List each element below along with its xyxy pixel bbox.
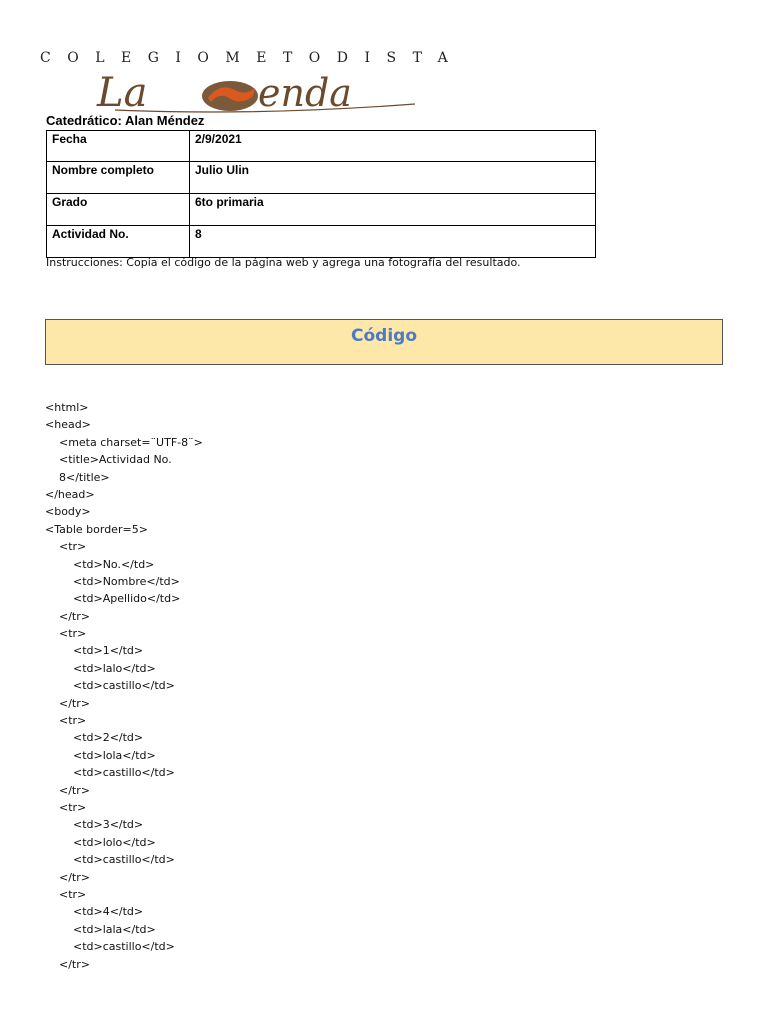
code-line: <tr> bbox=[45, 627, 87, 641]
info-row bbox=[47, 131, 596, 162]
info-row bbox=[47, 162, 596, 194]
instructions-text: Instrucciones: Copia el código de la página web y agrega una fotografía del resultado. bbox=[46, 256, 521, 269]
svg-text:enda: enda bbox=[258, 71, 352, 114]
info-row bbox=[47, 194, 596, 226]
code-line: <Table border=5> bbox=[45, 522, 148, 536]
info-value: 8 bbox=[190, 226, 596, 258]
code-line: <td>castillo</td> bbox=[45, 853, 175, 867]
info-value: Julio Ulin bbox=[190, 162, 596, 194]
code-line: <td>4</td> bbox=[45, 905, 144, 919]
info-label: Actividad No. bbox=[47, 226, 190, 258]
teacher-label: Catedrático: Alan Méndez bbox=[46, 113, 205, 128]
info-label: Fecha bbox=[47, 131, 190, 162]
info-label: Nombre completo bbox=[47, 162, 190, 194]
code-line: <td>castillo</td> bbox=[45, 940, 175, 954]
svg-text:La: La bbox=[97, 70, 148, 114]
code-line: <td>1</td> bbox=[45, 644, 144, 658]
code-line: <html> bbox=[45, 401, 89, 414]
code-line: </head> bbox=[45, 487, 95, 501]
code-line: <title>Actividad No. bbox=[45, 453, 172, 467]
code-line: <tr> bbox=[45, 800, 87, 814]
code-line: <tr> bbox=[45, 887, 87, 901]
school-logo bbox=[40, 46, 510, 116]
logo-script-image bbox=[95, 66, 425, 114]
code-line: </tr> bbox=[45, 609, 90, 623]
code-line: <td>lala</td> bbox=[45, 922, 156, 936]
logo-school-name: COLEGIOMETODISTA bbox=[40, 50, 465, 66]
info-label: Grado bbox=[47, 194, 190, 226]
logo-emblem-icon bbox=[202, 81, 258, 111]
info-row bbox=[47, 226, 596, 258]
code-line: </tr> bbox=[45, 870, 90, 884]
code-line: <td>Apellido</td> bbox=[45, 592, 181, 606]
info-value: 2/9/2021 bbox=[190, 131, 596, 162]
code-line: <td>3</td> bbox=[45, 818, 144, 832]
code-heading-banner bbox=[45, 319, 723, 365]
code-line: <td>castillo</td> bbox=[45, 679, 175, 693]
code-line: <td>lalo</td> bbox=[45, 661, 156, 675]
code-line: 8</title> bbox=[45, 470, 110, 484]
code-line: <head> bbox=[45, 418, 91, 432]
code-line: </tr> bbox=[45, 957, 90, 971]
code-line: <tr> bbox=[45, 540, 87, 554]
code-line: <td>Nombre</td> bbox=[45, 574, 180, 588]
code-line: </tr> bbox=[45, 696, 90, 710]
code-line: </tr> bbox=[45, 783, 90, 797]
code-line: <td>2</td> bbox=[45, 731, 144, 745]
code-line: <tr> bbox=[45, 714, 87, 728]
student-info-table bbox=[46, 130, 596, 258]
code-listing bbox=[45, 399, 203, 973]
code-heading: Código bbox=[351, 326, 417, 346]
code-line: <td>lolo</td> bbox=[45, 835, 156, 849]
code-line: <body> bbox=[45, 505, 91, 519]
code-line: <td>lola</td> bbox=[45, 748, 156, 762]
code-line: <td>No.</td> bbox=[45, 557, 155, 571]
code-line: <td>castillo</td> bbox=[45, 766, 175, 780]
info-value: 6to primaria bbox=[190, 194, 596, 226]
code-line: <meta charset=¨UTF-8¨> bbox=[45, 435, 203, 449]
